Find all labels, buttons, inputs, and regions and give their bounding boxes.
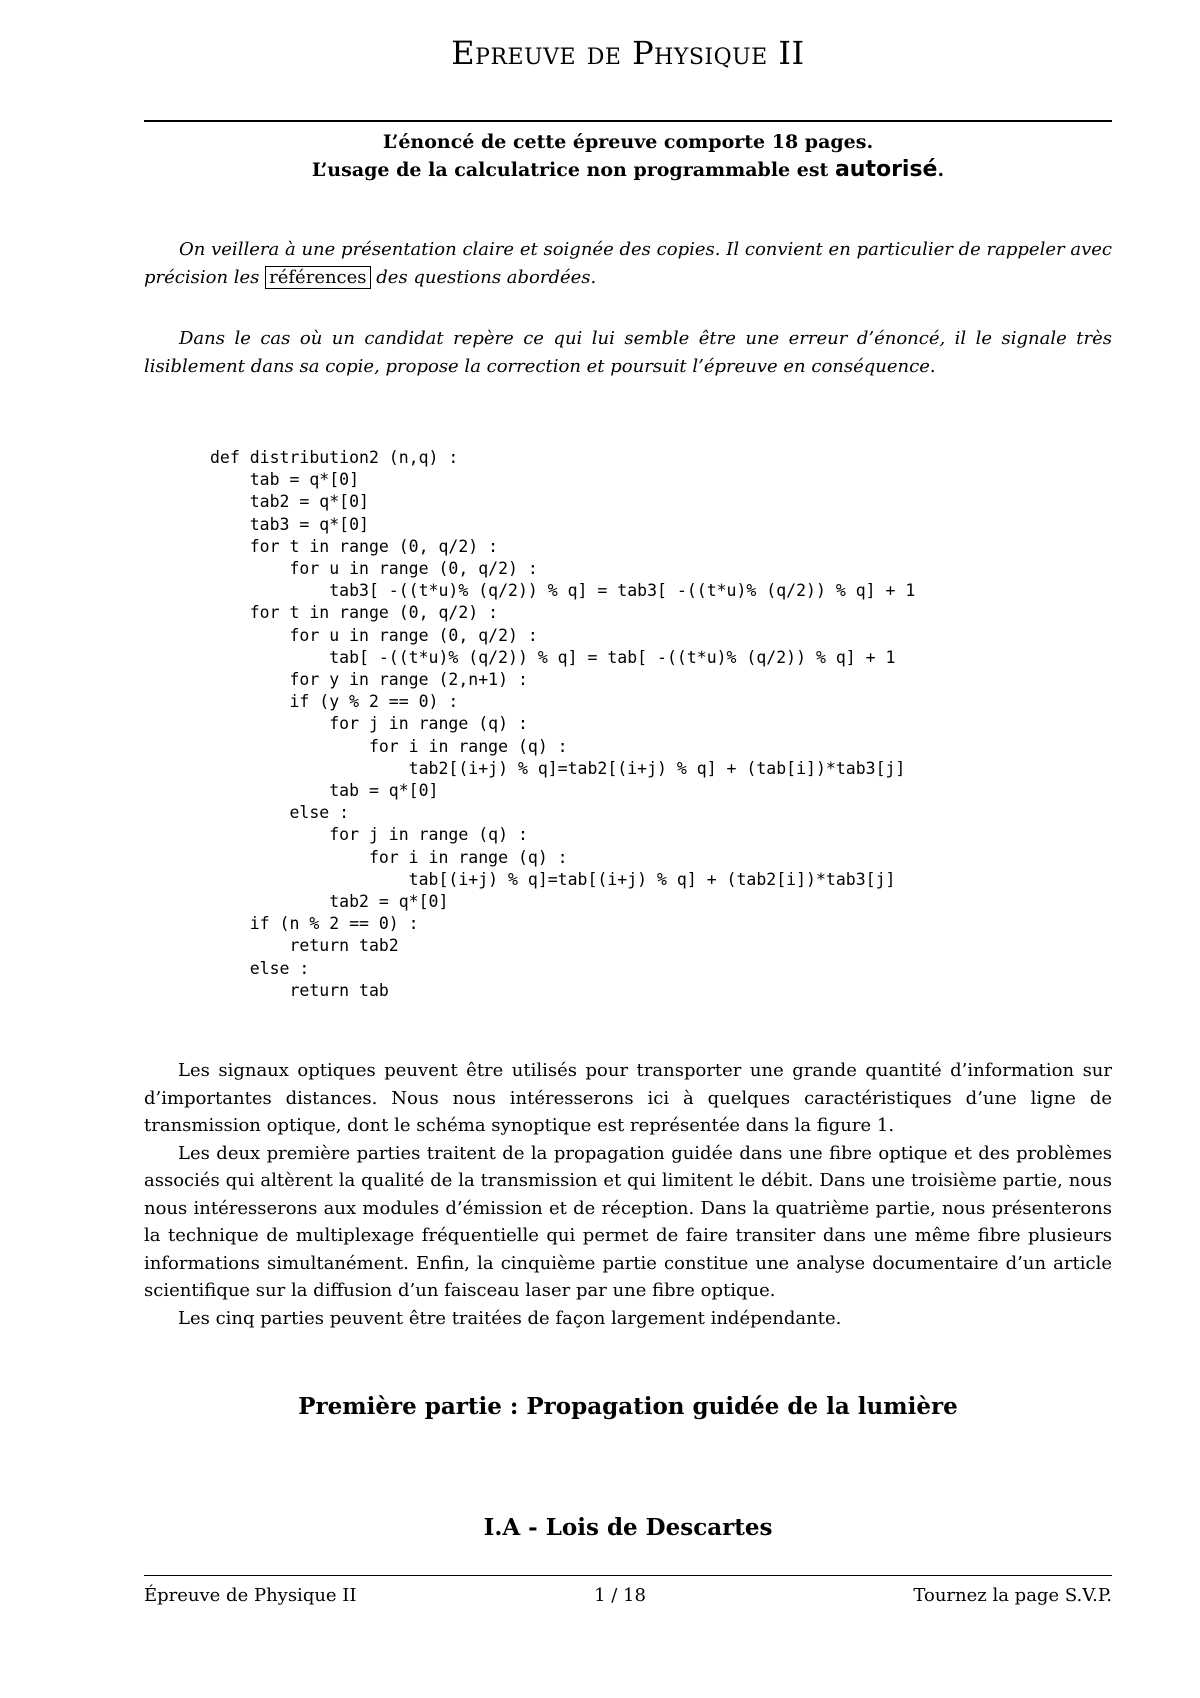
footer-turn-page: Tournez la page S.V.P.: [913, 1585, 1112, 1606]
intro-paragraph-1: Les signaux optiques peuvent être utilisés pour transporter une grande quantité d’information sur d’importantes distances. Nous nous intéresserons ici à quelques caractéristiques d’une ligne de transmission optique, dont le schéma synoptique est représentée dans la figure 1.: [144, 1060, 1112, 1136]
calculator-notice-emphasis: autorisé: [834, 157, 938, 182]
page-title: Epreuve de Physique II: [451, 34, 805, 72]
part-heading: Première partie : Propagation guidée de la lumière: [298, 1393, 958, 1420]
calculator-notice-text: L’usage de la calculatrice non programmable est: [311, 159, 835, 181]
intro-paragraph-3: Les cinq parties peuvent être traitées de façon largement indépendante.: [178, 1307, 842, 1329]
section-heading: I.A - Lois de Descartes: [483, 1514, 773, 1541]
intro-paragraph-2: Les deux première parties traitent de la propagation guidée dans une fibre optique et des problèmes associés qui altèrent la qualité de la transmission et qui limitent le débit. Dans une troisième partie, nous nous intéresserons aux modules d’émission et de réception. Dans la quatrième partie, nous présenterons la technique de multiplexage fréquentielle qui permet de faire transiter dans une même fibre plusieurs informations simultanément. Enfin, la cinquième partie constitue une analyse documentaire d’un article scientifique sur la diffusion d’un faisceau laser par une fibre optique.: [144, 1142, 1112, 1301]
calculator-notice-period: .: [937, 159, 945, 181]
page-count-notice: L’énoncé de cette épreuve comporte 18 pages.: [382, 131, 874, 153]
footer-divider: [144, 1575, 1112, 1576]
boxed-references: références: [265, 266, 370, 289]
instruction-text: On veillera à une présentation claire et soignée des copies. Il convient en particulier de rappeler avec précision les: [144, 239, 1112, 288]
introduction: [144, 1057, 1112, 1332]
instruction-presentation: [144, 236, 1112, 292]
footer-page-number: 1 / 18: [594, 1585, 646, 1606]
header-divider: [144, 120, 1112, 122]
python-code-listing: def distribution2 (n,q) : tab = q*[0] tab2 = q*[0] tab3 = q*[0] for t in range (0, q/2) : for u in range (0, q/2) : tab3[ -((t*u)% (q/2)) % q] = tab3[ -((t*u)% (q/2)) % q] + 1 for t in range (0, q/2) : for u in range (0, q/2) : tab[ -((t*u)% (q/2)) % q] = tab[ -((t*u)% (q/2)) % q] + 1 for y in range (2,n+1) : if (y % 2 == 0) : for j in range (q) : for i in range (q) : tab2[(i+j) % q]=tab2[(i+j) % q] + (tab[i])*tab3[j] tab = q*[0] else : for j in range (q) : for i in range (q) : tab[(i+j) % q]=tab[(i+j) % q] + (tab2[i])*tab3[j] tab2 = q*[0] if (n % 2 == 0) : return tab2 else : return tab: [210, 448, 916, 1000]
footer-exam-name: Épreuve de Physique II: [144, 1585, 357, 1606]
instruction-text-end: des questions abordées.: [370, 267, 597, 288]
instruction-errors: Dans le cas où un candidat repère ce qui lui semble être une erreur d’énoncé, il le signale très lisiblement dans sa copie, propose la correction et poursuit l’épreuve en conséquence.: [144, 328, 1112, 377]
calculator-notice: [144, 157, 1112, 182]
